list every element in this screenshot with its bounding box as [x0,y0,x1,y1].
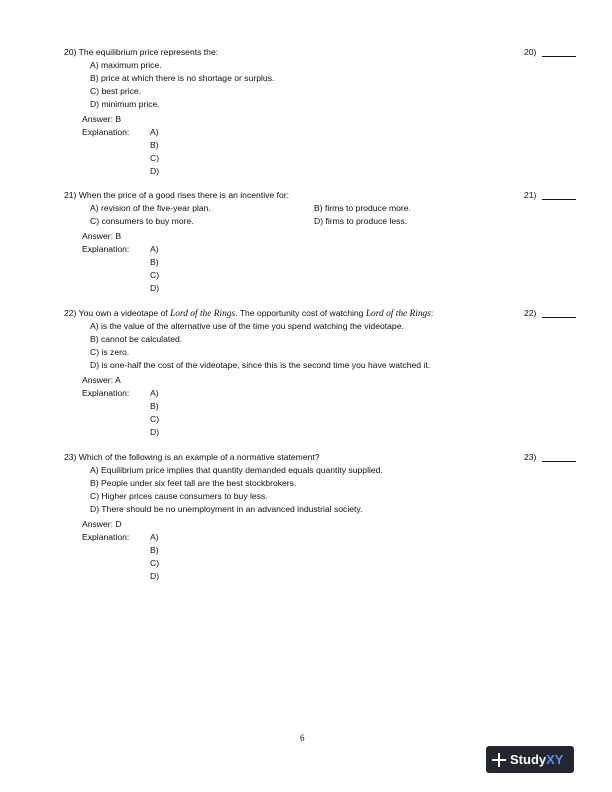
answer-line: Answer: A [82,375,121,385]
explanation-label: Explanation: [82,244,130,254]
choice-d: D) firms to produce less. [314,216,408,226]
choice-c: C) consumers to buy more. [90,216,194,226]
studyxy-logo[interactable] [486,746,574,773]
logo-text: Study [510,752,547,767]
choice-b: B) price at which there is no shortage or surplus. [90,73,275,83]
answer-blank-number: 23) [524,452,537,462]
question-22 [64,307,584,439]
answer-blank-line [542,56,576,57]
explanation-letter-a: A) [150,388,159,398]
question-stem: 21) When the price of a good rises there is an incentive for: [64,190,289,200]
plus-icon [492,753,506,767]
question-stem-text: : [430,308,434,318]
explanation-letter-b: B) [150,140,159,150]
choice-a: A) revision of the five-year plan. [90,203,211,213]
choice-c: C) best price. [90,86,142,96]
question-stem-text: . The opportunity cost of watching [235,308,366,318]
explanation-letter-b: B) [150,257,159,267]
explanation-letter-d: D) [150,571,160,581]
explanation-letter-a: A) [150,127,159,137]
choice-d: D) There should be no unemployment in an advanced industrial society. [90,504,363,514]
explanation-letter-d: D) [150,166,160,176]
choice-c: C) Higher prices cause consumers to buy less. [90,491,268,501]
answer-line: Answer: B [82,231,122,241]
answer-blank-line [542,199,576,200]
question-20 [64,46,584,178]
question-stem: 23) Which of the following is an example of a normative statement? [64,452,320,462]
explanation-letter-c: C) [150,414,160,424]
choice-d: D) is one-half the cost of the videotape, since this is the second time you have watched it. [90,360,431,370]
choice-b: B) People under six feet tall are the best stockbrokers. [90,478,297,488]
choice-a: A) maximum price. [90,60,162,70]
explanation-letter-d: D) [150,427,160,437]
question-21 [64,189,584,295]
question-stem: 20) The equilibrium price represents the: [64,47,219,57]
question-23 [64,451,584,583]
answer-blank-line [542,317,576,318]
explanation-letter-a: A) [150,532,159,542]
answer-line: Answer: B [82,114,122,124]
question-stem-text: 22) You own a videotape of [64,308,171,318]
explanation-letter-a: A) [150,244,159,254]
answer-blank-number: 20) [524,47,537,57]
explanation-letter-c: C) [150,153,160,163]
explanation-letter-b: B) [150,545,159,555]
book-title: Lord of the Rings [170,309,236,319]
explanation-label: Explanation: [82,127,130,137]
explanation-letter-c: C) [150,270,160,280]
question-stem [64,307,433,321]
choice-d: D) minimum price. [90,99,160,109]
answer-blank-number: 22) [524,308,537,318]
choice-b: B) cannot be calculated. [90,334,183,344]
explanation-letter-d: D) [150,283,160,293]
logo-text-accent: XY [546,752,564,767]
explanation-letter-b: B) [150,401,159,411]
choice-c: C) is zero. [90,347,130,357]
book-title: Lord of the Rings [365,309,431,319]
answer-blank-line [542,461,576,462]
explanation-letter-c: C) [150,558,160,568]
page-number: 6 [300,733,305,743]
choice-b: B) firms to produce more. [314,203,411,213]
explanation-label: Explanation: [82,532,130,542]
choice-a: A) is the value of the alternative use of the time you spend watching the videotape. [90,321,404,331]
choice-a: A) Equilibrium price implies that quantity demanded equals quantity supplied. [90,465,383,475]
explanation-label: Explanation: [82,388,130,398]
answer-blank-number: 21) [524,190,537,200]
answer-line: Answer: D [82,519,122,529]
